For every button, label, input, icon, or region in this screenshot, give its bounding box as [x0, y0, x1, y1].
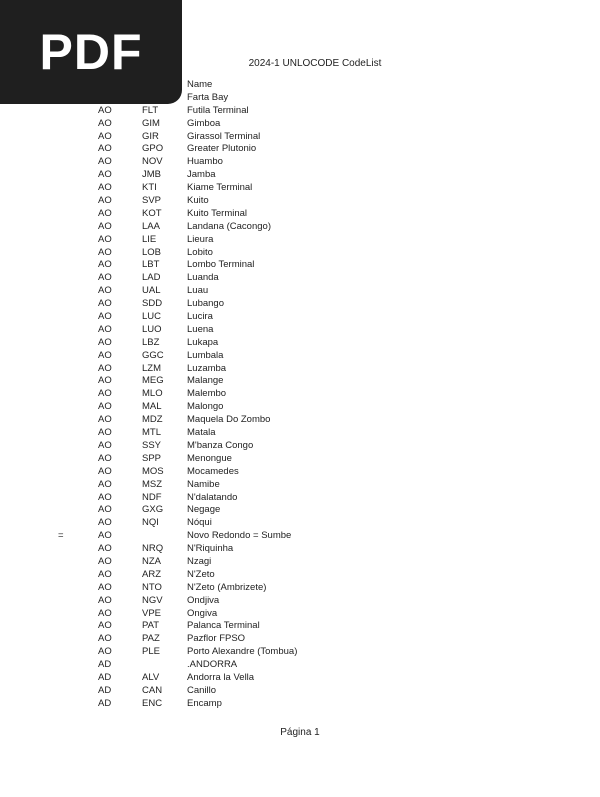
country-code: AO — [98, 607, 112, 619]
location-name: Malongo — [187, 401, 224, 413]
location-code: GXG — [142, 504, 164, 516]
location-code: LOB — [142, 246, 162, 258]
location-code: LBT — [142, 259, 160, 271]
table-row — [0, 659, 600, 672]
country-code: AO — [98, 375, 112, 387]
location-code: FLT — [142, 104, 159, 116]
location-code: SSY — [142, 439, 162, 451]
country-code: AO — [98, 246, 112, 258]
location-name: N'dalatando — [187, 491, 238, 503]
column-header-name: Name — [187, 79, 213, 90]
location-code: CAN — [142, 684, 163, 696]
table-row — [0, 143, 600, 156]
country-code: AO — [98, 465, 112, 477]
country-code: AO — [98, 362, 112, 374]
country-code: AD — [98, 659, 112, 671]
country-code: AO — [98, 336, 112, 348]
location-code: LAD — [142, 272, 161, 284]
location-code: KTI — [142, 182, 157, 194]
table-row — [0, 504, 600, 517]
country-code: AO — [98, 233, 112, 245]
location-code: PAT — [142, 620, 160, 632]
table-row — [0, 595, 600, 608]
location-code: MAL — [142, 401, 162, 413]
location-name: Farta Bay — [187, 91, 229, 103]
country-code: AO — [98, 530, 112, 542]
country-code: AO — [98, 491, 112, 503]
table-row — [0, 530, 600, 543]
location-name: Pazflor FPSO — [187, 633, 246, 645]
country-code: AD — [98, 697, 112, 709]
location-name: Novo Redondo = Sumbe — [187, 530, 292, 542]
code-list-table — [0, 79, 600, 711]
country-code: AO — [98, 543, 112, 555]
country-code: AO — [98, 272, 112, 284]
table-row — [0, 388, 600, 401]
location-name: Huambo — [187, 156, 223, 168]
table-row — [0, 195, 600, 208]
table-row — [0, 685, 600, 698]
location-code: ENC — [142, 697, 163, 709]
location-name: Gimboa — [187, 117, 221, 129]
country-code: AO — [98, 182, 112, 194]
table-row — [0, 131, 600, 144]
pdf-badge-label: PDF — [39, 24, 143, 80]
country-code: AO — [98, 285, 112, 297]
table-row — [0, 105, 600, 118]
country-code: AO — [98, 504, 112, 516]
table-row — [0, 517, 600, 530]
country-code: AO — [98, 401, 112, 413]
country-code: AO — [98, 130, 112, 142]
location-name: Ondjiva — [187, 594, 220, 606]
location-code: MLO — [142, 388, 163, 400]
location-code: LBZ — [142, 336, 160, 348]
location-code: KOT — [142, 207, 162, 219]
location-name: M'banza Congo — [187, 439, 254, 451]
location-code: GIM — [142, 117, 160, 129]
location-code: SDD — [142, 298, 163, 310]
country-code: AO — [98, 169, 112, 181]
location-code: VPE — [142, 607, 162, 619]
location-name: Nóqui — [187, 517, 212, 529]
location-code: LAA — [142, 220, 160, 232]
location-code: PLE — [142, 646, 160, 658]
table-row — [0, 298, 600, 311]
table-row — [0, 182, 600, 195]
table-row — [0, 633, 600, 646]
country-code: AO — [98, 646, 112, 658]
location-name: Encamp — [187, 697, 222, 709]
table-row — [0, 698, 600, 711]
table-row — [0, 646, 600, 659]
location-code: UAL — [142, 285, 161, 297]
table-row — [0, 414, 600, 427]
location-name: Kuito — [187, 195, 209, 207]
location-code: NTO — [142, 581, 162, 593]
location-code: SPP — [142, 452, 162, 464]
row-mark: = — [58, 530, 64, 542]
location-name: N'Zeto (Ambrizete) — [187, 581, 267, 593]
location-code: GPO — [142, 143, 164, 155]
location-code: NGV — [142, 594, 163, 606]
table-row — [0, 440, 600, 453]
country-code: AO — [98, 568, 112, 580]
country-code: AO — [98, 323, 112, 335]
location-name: Lobito — [187, 246, 213, 258]
location-name: Girassol Terminal — [187, 130, 261, 142]
location-name: Porto Alexandre (Tombua) — [187, 646, 298, 658]
table-row — [0, 569, 600, 582]
location-code: LIE — [142, 233, 157, 245]
country-code: AO — [98, 633, 112, 645]
location-name: Greater Plutonio — [187, 143, 257, 155]
country-code: AO — [98, 581, 112, 593]
location-name: Lombo Terminal — [187, 259, 255, 271]
location-code: JMB — [142, 169, 161, 181]
location-name: Lubango — [187, 298, 224, 310]
country-code: AO — [98, 439, 112, 451]
country-code: AD — [98, 684, 112, 696]
location-name: Maquela Do Zombo — [187, 414, 271, 426]
location-code: GIR — [142, 130, 159, 142]
location-name: Luena — [187, 323, 214, 335]
country-code: AO — [98, 414, 112, 426]
location-code: ALV — [142, 671, 160, 683]
location-code: GGC — [142, 349, 164, 361]
table-row — [0, 479, 600, 492]
table-row — [0, 620, 600, 633]
location-name: Menongue — [187, 452, 232, 464]
country-code: AO — [98, 478, 112, 490]
country-code: AO — [98, 117, 112, 129]
location-name: Negage — [187, 504, 221, 516]
location-code: NRQ — [142, 543, 164, 555]
country-code: AO — [98, 452, 112, 464]
country-code: AO — [98, 427, 112, 439]
location-name: Ongiva — [187, 607, 218, 619]
location-name: Mocamedes — [187, 465, 239, 477]
location-code: MEG — [142, 375, 164, 387]
location-name: Luanda — [187, 272, 219, 284]
location-name: .ANDORRA — [187, 659, 238, 671]
location-code: MSZ — [142, 478, 163, 490]
location-name: Lukapa — [187, 336, 219, 348]
country-code: AO — [98, 388, 112, 400]
country-code: AO — [98, 298, 112, 310]
table-row — [0, 259, 600, 272]
country-code: AO — [98, 517, 112, 529]
table-row — [0, 234, 600, 247]
location-code: MDZ — [142, 414, 163, 426]
location-code: ARZ — [142, 568, 161, 580]
location-name: Lumbala — [187, 349, 224, 361]
table-row — [0, 427, 600, 440]
table-row — [0, 272, 600, 285]
table-row — [0, 582, 600, 595]
country-code: AO — [98, 349, 112, 361]
table-row — [0, 363, 600, 376]
page-footer: Página 1 — [280, 727, 320, 738]
location-name: Futila Terminal — [187, 104, 249, 116]
location-name: Malange — [187, 375, 224, 387]
location-name: Jamba — [187, 169, 216, 181]
table-row — [0, 221, 600, 234]
country-code: AO — [98, 104, 112, 116]
location-name: Nzagi — [187, 555, 212, 567]
location-name: Malembo — [187, 388, 227, 400]
location-code: LUO — [142, 323, 162, 335]
table-row — [0, 311, 600, 324]
location-name: Kiame Terminal — [187, 182, 253, 194]
location-code: NDF — [142, 491, 162, 503]
location-name: Canillo — [187, 684, 217, 696]
location-name: Namibe — [187, 478, 220, 490]
location-code: LZM — [142, 362, 161, 374]
table-row — [0, 466, 600, 479]
location-name: Lucira — [187, 311, 213, 323]
location-name: Lieura — [187, 233, 214, 245]
country-code: AO — [98, 259, 112, 271]
location-code: NQI — [142, 517, 159, 529]
location-name: Kuito Terminal — [187, 207, 248, 219]
document-title: 2024-1 UNLOCODE CodeList — [248, 58, 382, 69]
location-name: Palanca Terminal — [187, 620, 260, 632]
country-code: AO — [98, 555, 112, 567]
country-code: AO — [98, 620, 112, 632]
location-name: Luzamba — [187, 362, 227, 374]
location-name: Matala — [187, 427, 216, 439]
location-name: Landana (Cacongo) — [187, 220, 271, 232]
table-row — [0, 169, 600, 182]
table-row — [0, 492, 600, 505]
location-code: SVP — [142, 195, 162, 207]
country-code: AO — [98, 195, 112, 207]
location-name: Luau — [187, 285, 209, 297]
table-row — [0, 337, 600, 350]
country-code: AO — [98, 311, 112, 323]
table-row — [0, 453, 600, 466]
table-body — [0, 92, 600, 711]
table-row — [0, 608, 600, 621]
table-row — [0, 208, 600, 221]
table-header-row — [0, 79, 600, 92]
location-name: N'Zeto — [187, 568, 215, 580]
location-code: MTL — [142, 427, 161, 439]
table-row — [0, 324, 600, 337]
country-code: AO — [98, 143, 112, 155]
table-row — [0, 556, 600, 569]
country-code: AO — [98, 220, 112, 232]
location-name: N'Riquinha — [187, 543, 234, 555]
location-code: MOS — [142, 465, 164, 477]
table-row — [0, 401, 600, 414]
location-code: PAZ — [142, 633, 160, 645]
table-row — [0, 543, 600, 556]
table-row — [0, 156, 600, 169]
country-code: AO — [98, 156, 112, 168]
country-code: AO — [98, 207, 112, 219]
table-row — [0, 375, 600, 388]
table-row — [0, 247, 600, 260]
table-row — [0, 118, 600, 131]
table-row — [0, 672, 600, 685]
location-code: NZA — [142, 555, 161, 567]
table-row — [0, 92, 600, 105]
location-code: LUC — [142, 311, 162, 323]
country-code: AO — [98, 594, 112, 606]
table-row — [0, 285, 600, 298]
location-code: NOV — [142, 156, 163, 168]
location-name: Andorra la Vella — [187, 671, 255, 683]
country-code: AD — [98, 671, 112, 683]
table-row — [0, 350, 600, 363]
